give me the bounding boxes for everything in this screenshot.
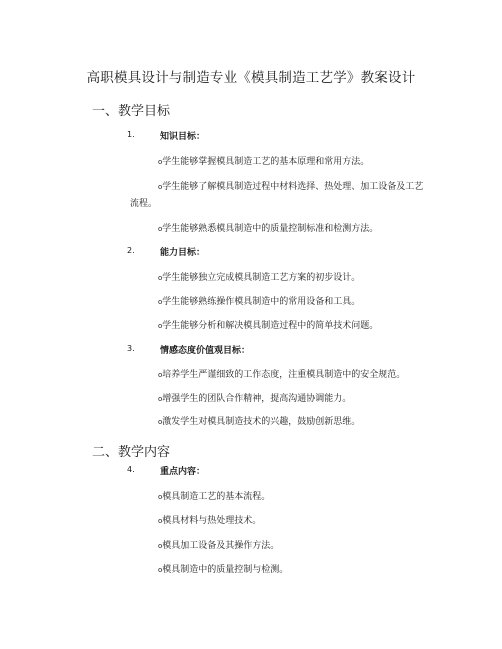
- list-item: o培养学生严谨细致的工作态度，注重模具制造中的安全规范。: [158, 370, 406, 380]
- list-item: o学生能够熟悉模具制造中的质量控制标准和检测方法。: [158, 224, 379, 234]
- list-item-continuation: 流程。: [130, 199, 158, 209]
- list-item: o模具制造工艺的基本流程。: [158, 492, 271, 502]
- bullet-icon: o: [158, 158, 163, 166]
- bullet-icon: o: [158, 542, 163, 550]
- bullet-icon: o: [158, 274, 163, 282]
- group-number: 3.: [127, 344, 135, 353]
- bullet-icon: o: [158, 298, 163, 306]
- bullet-icon: o: [158, 225, 163, 233]
- bullet-icon: o: [158, 371, 163, 379]
- list-item: o学生能够熟练操作模具制造中的常用设备和工具。: [158, 297, 361, 307]
- bullet-icon: o: [158, 395, 163, 403]
- bullet-icon: o: [158, 322, 163, 330]
- list-item: o学生能够独立完成模具制造工艺方案的初步设计。: [158, 273, 361, 283]
- list-item: o模具加工设备及其操作方法。: [158, 541, 280, 551]
- document-title: 高职模具设计与制造专业《模具制造工艺学》教案设计: [86, 70, 416, 86]
- section-heading-teaching-objectives: 一、教学目标: [92, 104, 171, 119]
- group-number: 2.: [127, 246, 135, 255]
- list-item: o增强学生的团队合作精神，提高沟通协调能力。: [158, 394, 352, 404]
- list-item: o激发学生对模具制造技术的兴趣，鼓励创新思维。: [158, 417, 361, 427]
- list-item: o学生能够掌握模具制造工艺的基本原理和常用方法。: [158, 157, 370, 167]
- group-label-knowledge-objectives: 知识目标：: [160, 132, 206, 142]
- group-label-ability-objectives: 能力目标：: [160, 248, 206, 258]
- group-number: 1.: [127, 130, 135, 139]
- group-label-attitude-values-objectives: 情感态度价值观目标：: [160, 346, 251, 356]
- bullet-icon: o: [158, 493, 163, 501]
- bullet-icon: o: [158, 517, 163, 525]
- bullet-icon: o: [158, 418, 163, 426]
- section-heading-teaching-content: 二、教学内容: [92, 445, 171, 460]
- list-item: o模具制造中的质量控制与检测。: [158, 565, 289, 575]
- list-item: o学生能够了解模具制造过程中材料选择、热处理、加工设备及工艺: [158, 182, 424, 192]
- bullet-icon: o: [158, 183, 163, 191]
- list-item: o模具材料与热处理技术。: [158, 516, 262, 526]
- group-label-key-content: 重点内容：: [160, 467, 206, 477]
- list-item: o学生能够分析和解决模具制造过程中的简单技术问题。: [158, 321, 379, 331]
- bullet-icon: o: [158, 566, 163, 574]
- group-number: 4.: [127, 465, 135, 474]
